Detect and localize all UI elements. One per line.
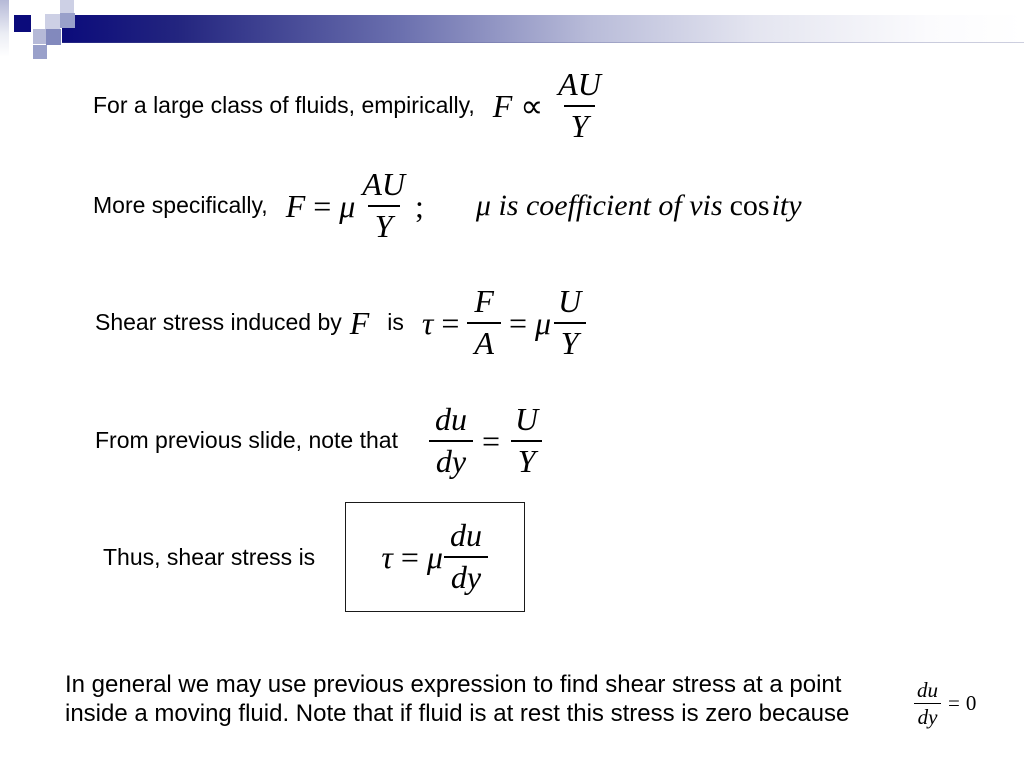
fraction-denominator: dy	[450, 559, 482, 595]
fraction-du-dy	[913, 679, 942, 728]
phrase-text: is coefficient of	[498, 188, 682, 222]
equation-du-dy-U-Y	[428, 403, 545, 478]
symbol-F: F	[285, 187, 306, 224]
fraction-U-Y	[508, 403, 545, 478]
fraction-numerator: AU	[558, 66, 601, 102]
row3-is-text: is	[387, 309, 404, 336]
fraction-numerator: U	[515, 401, 539, 437]
footer-line-1: In general we may use previous expression to find shear stress at a point	[65, 671, 842, 698]
phrase-vis: vis	[689, 188, 723, 222]
deco-square	[60, 0, 74, 14]
row5-text: Thus, shear stress is	[103, 543, 316, 570]
fraction-du-dy	[428, 403, 474, 478]
symbol-mu: μ	[339, 187, 356, 224]
equals-sign: =	[313, 187, 332, 224]
symbol-mu: μ	[426, 539, 443, 575]
phrase-cos: cos	[729, 188, 770, 222]
fraction-denominator: A	[474, 324, 494, 361]
fraction-denominator: Y	[570, 107, 589, 144]
symbol-F: F	[349, 304, 370, 341]
semicolon: ;	[415, 187, 424, 224]
boxed-equation	[345, 502, 525, 612]
statement-row-specific	[93, 168, 802, 243]
fraction-denominator: Y	[374, 207, 393, 244]
equals-sign: =	[441, 304, 460, 341]
equation-F-mu-AU-Y	[286, 168, 424, 243]
symbol-tau: τ	[381, 539, 393, 575]
statement-row-shear-stress	[95, 285, 588, 360]
fraction-F-A	[467, 285, 501, 360]
header-gradient-strip	[0, 0, 9, 57]
fraction-numerator: U	[558, 283, 582, 319]
zero-value: 0	[965, 691, 977, 716]
fraction-du-dy	[443, 519, 489, 594]
deco-square	[14, 15, 31, 32]
statement-row-empirical	[93, 68, 608, 143]
equation-du-dy-zero	[913, 679, 976, 728]
row1-text: For a large class of fluids, empirically,	[93, 92, 475, 119]
symbol-F: F	[492, 87, 513, 124]
statement-row-conclusion	[103, 502, 525, 612]
viscosity-definition-phrase	[475, 188, 802, 222]
fraction-denominator: Y	[517, 442, 536, 479]
deco-square	[46, 29, 61, 45]
deco-square	[45, 14, 60, 29]
fraction-numerator: F	[474, 283, 494, 319]
fraction-numerator: AU	[362, 166, 405, 202]
footer-line-2: inside a moving fluid. Note that if fluid is at rest this stress is zero because	[65, 700, 850, 727]
footer-paragraph	[65, 670, 925, 728]
fraction-AU-Y	[355, 168, 412, 243]
row3-text: Shear stress induced by	[95, 309, 342, 336]
fraction-numerator: du	[434, 401, 467, 437]
symbol-F-inline	[349, 304, 370, 341]
equation-tau-mu-du-dy	[381, 519, 489, 594]
symbol-mu: μ	[535, 304, 552, 341]
deco-square	[33, 45, 47, 59]
statement-row-previous-slide	[95, 403, 545, 478]
phrase-ity: ity	[771, 188, 802, 222]
fraction-numerator: du	[449, 517, 482, 554]
fraction-denominator: dy	[435, 442, 467, 479]
fraction-U-Y	[551, 285, 588, 360]
fraction-denominator: dy	[917, 705, 938, 730]
fraction-AU-Y	[551, 68, 608, 143]
proportional-symbol: ∝	[520, 87, 544, 124]
equation-tau-F-A-mu-U-Y	[422, 285, 588, 360]
equation-F-proportional-AU-Y	[493, 68, 608, 143]
deco-square	[60, 13, 75, 28]
fraction-denominator: Y	[560, 324, 579, 361]
row4-text: From previous slide, note that	[95, 427, 398, 454]
symbol-mu: μ	[475, 188, 491, 222]
symbol-tau: τ	[421, 304, 434, 341]
equals-sign: =	[481, 422, 501, 459]
equals-sign: =	[508, 304, 528, 341]
fraction-numerator: du	[917, 678, 938, 702]
row2-text: More specifically,	[93, 192, 268, 219]
deco-square	[33, 29, 47, 44]
header-banner-bar	[62, 15, 1024, 43]
equals-sign: =	[948, 691, 960, 716]
equals-sign: =	[400, 539, 419, 575]
